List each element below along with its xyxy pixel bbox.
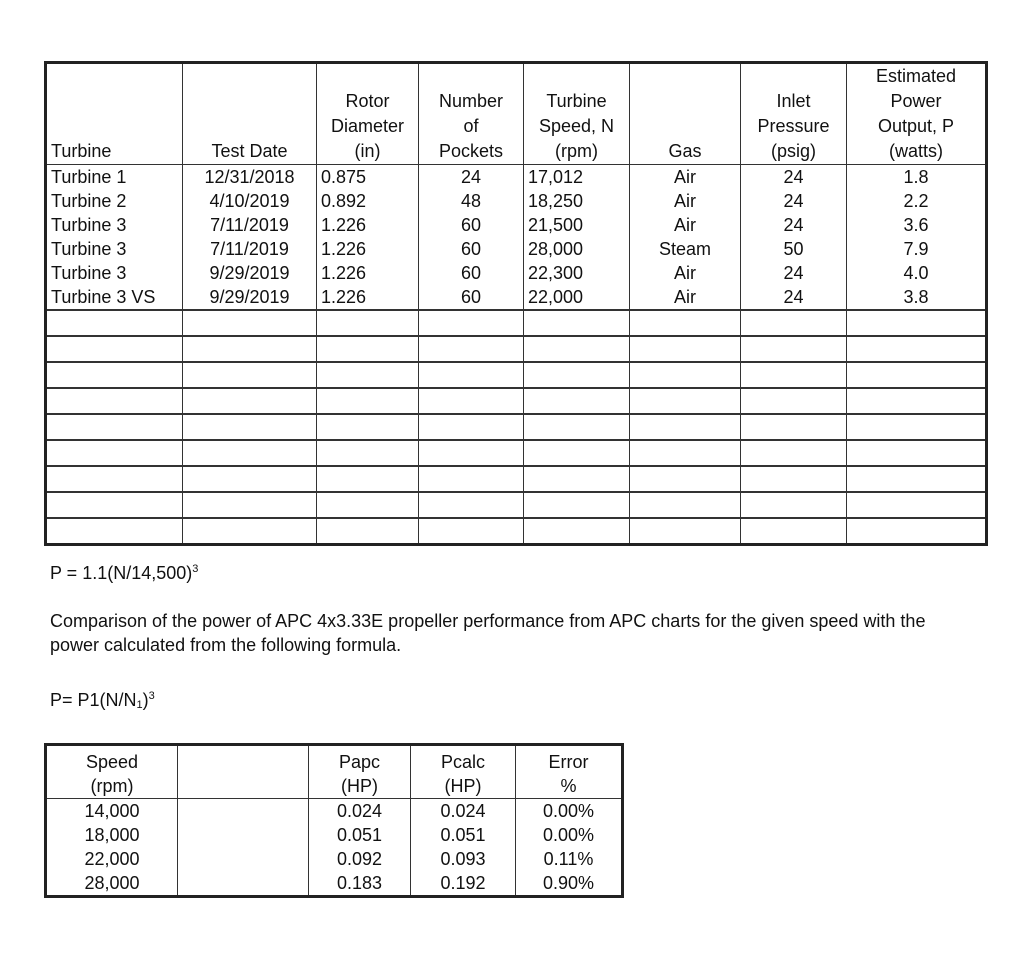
header-line: Inlet [776,91,811,111]
empty-cell [419,440,524,466]
table-row [46,823,623,847]
header-line: Diameter [330,116,405,136]
header-line: (in) [354,141,381,161]
turbine-table-header-row [46,63,987,165]
empty-cell [419,414,524,440]
empty-cell [46,388,183,414]
cell-rotor-diameter: 1.226 [317,261,419,285]
cell-turbine: Turbine 2 [46,189,183,213]
empty-row [46,492,987,518]
cell-test-date: 4/10/2019 [183,189,317,213]
empty-cell [317,362,419,388]
cell-rotor-diameter: 0.875 [317,165,419,190]
empty-cell [741,414,847,440]
cell-test-date: 12/31/2018 [183,165,317,190]
cell-gas: Air [630,285,741,310]
empty-cell [847,388,987,414]
cell-speed: 28,000 [524,237,630,261]
empty-cell [741,466,847,492]
cell-speed: 18,250 [524,189,630,213]
empty-cell [741,388,847,414]
empty-cell [419,492,524,518]
empty-cell [630,362,741,388]
cell-test-date: 9/29/2019 [183,285,317,310]
empty-cell [46,414,183,440]
cell-power: 3.8 [847,285,987,310]
empty-cell [317,492,419,518]
empty-cell [46,336,183,362]
empty-cell [847,362,987,388]
empty-cell [741,310,847,336]
cell-speed: 14,000 [46,799,178,824]
empty-row [46,414,987,440]
empty-cell [524,492,630,518]
cell-pockets: 60 [419,285,524,310]
empty-cell [630,336,741,362]
header-line: Pcalc [440,752,485,772]
table-row [46,189,987,213]
empty-cell [524,414,630,440]
empty-cell [630,492,741,518]
cell-power: 1.8 [847,165,987,190]
empty-cell [183,466,317,492]
power-formula-base: P = 1.1(N/14,500) [50,563,193,583]
scaling-formula-part-a: P= P1(N/N [50,690,137,710]
cell-test-date: 7/11/2019 [183,237,317,261]
cell-papc: 0.183 [309,871,411,897]
table-row [46,165,987,190]
cell-test-date: 9/29/2019 [183,261,317,285]
header-line: Number [438,91,504,111]
cell-pockets: 24 [419,165,524,190]
cell-rotor-diameter: 0.892 [317,189,419,213]
table-row [46,261,987,285]
cell-speed: 22,300 [524,261,630,285]
empty-cell [317,336,419,362]
cell-blank [178,847,309,871]
empty-cell [183,336,317,362]
cell-inlet-pressure: 24 [741,189,847,213]
empty-cell [46,440,183,466]
header-papc [309,745,411,799]
scaling-formula-subscript: 1 [136,699,143,711]
header-error [516,745,623,799]
header-line: Output, P [877,116,955,136]
cell-pockets: 60 [419,237,524,261]
empty-cell [46,466,183,492]
header-line: (HP) [444,776,482,796]
header-turbine [46,63,183,165]
empty-cell [183,414,317,440]
empty-cell [419,518,524,545]
cell-gas: Air [630,165,741,190]
cell-inlet-pressure: 24 [741,213,847,237]
empty-cell [46,492,183,518]
header-inlet-pressure [741,63,847,165]
cell-gas: Steam [630,237,741,261]
empty-cell [183,492,317,518]
cell-papc: 0.051 [309,823,411,847]
header-line: (rpm) [90,776,134,796]
header-line: Speed [85,752,139,772]
header-turbine-speed [524,63,630,165]
cell-papc: 0.024 [309,799,411,824]
cell-pcalc: 0.093 [411,847,516,871]
empty-cell [847,414,987,440]
header-line: Pockets [438,141,504,161]
header-pcalc [411,745,516,799]
header-line: Rotor [345,91,390,111]
empty-cell [630,414,741,440]
cell-rotor-diameter: 1.226 [317,237,419,261]
empty-cell [847,336,987,362]
table-row [46,871,623,897]
cell-rotor-diameter: 1.226 [317,213,419,237]
header-line: (watts) [889,141,943,161]
header-rotor-diameter [317,63,419,165]
empty-cell [46,362,183,388]
table-row [46,285,987,310]
cell-error: 0.00% [516,823,623,847]
header-line: Papc [338,752,381,772]
cell-turbine: Turbine 3 [46,213,183,237]
comparison-paragraph: Comparison of the power of APC 4x3.33E propeller performance from APC charts for the given speed with the power calculated from the following formula. [50,611,926,655]
header-line: of [463,116,479,136]
cell-turbine: Turbine 1 [46,165,183,190]
comparison-table-header-row [46,745,623,799]
cell-pcalc: 0.192 [411,871,516,897]
empty-cell [317,440,419,466]
cell-inlet-pressure: 24 [741,165,847,190]
scaling-formula [50,690,155,711]
header-line: Test Date [211,141,288,161]
empty-cell [524,336,630,362]
empty-cell [317,414,419,440]
cell-gas: Air [630,189,741,213]
header-line: Power [890,91,942,111]
cell-inlet-pressure: 50 [741,237,847,261]
empty-cell [183,362,317,388]
empty-row [46,362,987,388]
cell-speed: 21,500 [524,213,630,237]
empty-cell [630,388,741,414]
header-line: Turbine [51,141,112,161]
cell-turbine: Turbine 3 [46,261,183,285]
table-row [46,213,987,237]
header-gas [630,63,741,165]
empty-cell [524,466,630,492]
cell-power: 3.6 [847,213,987,237]
empty-cell [847,440,987,466]
cell-speed: 18,000 [46,823,178,847]
cell-power: 7.9 [847,237,987,261]
header-line: (psig) [770,141,816,161]
empty-row [46,440,987,466]
power-formula-exponent: 3 [192,563,199,575]
empty-cell [419,388,524,414]
empty-cell [419,336,524,362]
empty-cell [46,310,183,336]
cell-turbine: Turbine 3 [46,237,183,261]
empty-cell [630,310,741,336]
header-line: % [560,776,577,796]
empty-cell [317,518,419,545]
cell-error: 0.00% [516,799,623,824]
header-number-of-pockets [419,63,524,165]
empty-cell [183,518,317,545]
empty-row [46,518,987,545]
header-line: Pressure [757,116,830,136]
header-line: Error [548,752,589,772]
empty-cell [419,362,524,388]
header-blank [178,745,309,799]
empty-cell [741,518,847,545]
empty-cell [524,310,630,336]
header-line: (rpm) [555,141,598,161]
empty-cell [419,466,524,492]
cell-speed: 22,000 [524,285,630,310]
cell-pcalc: 0.024 [411,799,516,824]
empty-cell [46,518,183,545]
empty-row [46,310,987,336]
empty-cell [630,518,741,545]
empty-cell [317,466,419,492]
cell-speed: 22,000 [46,847,178,871]
empty-cell [317,388,419,414]
empty-cell [847,492,987,518]
cell-blank [178,799,309,824]
empty-cell [741,336,847,362]
cell-rotor-diameter: 1.226 [317,285,419,310]
empty-cell [741,440,847,466]
cell-blank [178,823,309,847]
empty-cell [524,362,630,388]
cell-blank [178,871,309,897]
empty-row [46,388,987,414]
cell-speed: 28,000 [46,871,178,897]
cell-pcalc: 0.051 [411,823,516,847]
empty-cell [630,466,741,492]
empty-cell [741,492,847,518]
cell-inlet-pressure: 24 [741,285,847,310]
cell-pockets: 48 [419,189,524,213]
header-speed [46,745,178,799]
propeller-comparison-table [44,743,624,898]
table-row [46,237,987,261]
header-line: (HP) [341,776,378,796]
empty-cell [524,388,630,414]
empty-cell [183,388,317,414]
power-formula [50,563,198,584]
empty-cell [847,518,987,545]
empty-cell [419,310,524,336]
empty-cell [630,440,741,466]
table-row [46,799,623,824]
cell-papc: 0.092 [309,847,411,871]
empty-cell [524,518,630,545]
cell-power: 4.0 [847,261,987,285]
cell-error: 0.90% [516,871,623,897]
empty-cell [524,440,630,466]
header-line: Gas [668,141,702,161]
cell-gas: Air [630,261,741,285]
empty-cell [183,310,317,336]
cell-pockets: 60 [419,213,524,237]
empty-cell [847,466,987,492]
empty-row [46,466,987,492]
empty-cell [847,310,987,336]
table-row [46,847,623,871]
empty-cell [317,310,419,336]
cell-error: 0.11% [516,847,623,871]
header-line: Estimated [875,66,957,86]
cell-test-date: 7/11/2019 [183,213,317,237]
cell-turbine: Turbine 3 VS [46,285,183,310]
cell-pockets: 60 [419,261,524,285]
header-line: Turbine [546,91,607,111]
cell-power: 2.2 [847,189,987,213]
header-line: Speed, N [538,116,615,136]
turbine-test-table [44,61,988,546]
cell-inlet-pressure: 24 [741,261,847,285]
empty-cell [183,440,317,466]
header-test-date [183,63,317,165]
scaling-formula-part-b: ) [142,690,149,710]
empty-cell [741,362,847,388]
empty-row [46,336,987,362]
scaling-formula-exponent: 3 [148,690,155,702]
cell-speed: 17,012 [524,165,630,190]
header-estimated-power [847,63,987,165]
cell-gas: Air [630,213,741,237]
